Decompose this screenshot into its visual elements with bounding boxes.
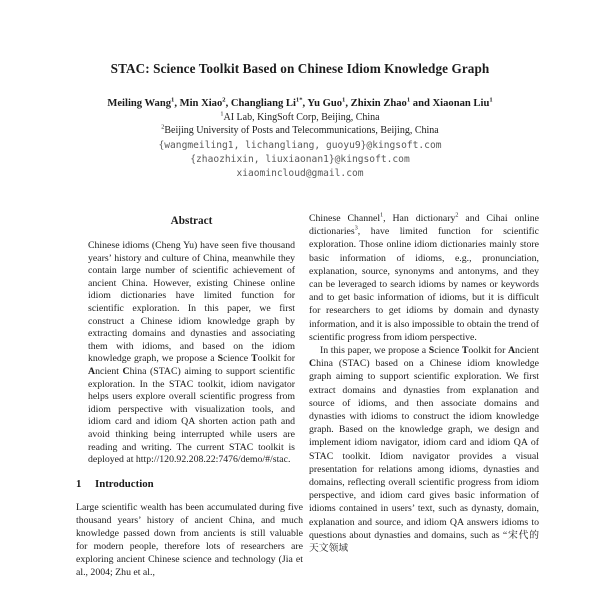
body-paragraph-1: Chinese Channel$^1$, Han dictionary$^2$ and Cihai online dictionaries$^3$, have limited function for scientific exploration. Those online idiom dictionaries mainly store basic information of idioms, e.g., pronunciation, explanation, source, synonyms and antonyms, and they can be leveraged to search idioms by names or keywords and to get basic information of idioms, but it is difficult for researchers to get idioms by domain and dynasty information, and it is also impossible to obtain the trend of scientific progress from idiom perspective. [309, 212, 539, 343]
paper-header [0, 61, 600, 181]
column-left [76, 212, 303, 579]
section-number: 1 [76, 477, 82, 490]
body-paragraph-2: In this paper, we propose a Science Toolkit for Ancient China (STAC) based on a Chinese idiom knowledge graph aiming to support scientific exploration. We first extract domains and dynasties from explanation and source of idioms, and then associate domains and dynasties with idioms to construct the idiom knowledge graph. Based on the knowledge graph, we design and implement idiom navigator, idiom card and idiom QA of STAC toolkit. Idiom navigator provides a visual presentation for relations among idioms, dynasties and domains, reflecting overall scientific progress from idiom perspective, and idiom card gives basic information of idioms contained in users’ text, such as dynasty, domain, explanation and source, and idiom QA answers idioms to questions about dynasties and domains, such as “宋代的天文领域 [309, 345, 539, 555]
introduction-paragraph: Large scientific wealth has been accumulated during five thousand years’ history of ancient China, and much knowledge passed down from ancients is still valuable for modern people, therefore lots of researchers are exploring ancient Chinese science and technology (Jia et al., 2004; Zhu et al., [76, 501, 303, 578]
affiliation-line-2: $^2$Beijing University of Posts and Telecommunications, Beijing, China [161, 123, 439, 137]
abstract-heading: Abstract [170, 215, 213, 227]
email-block [0, 139, 600, 180]
section-heading-introduction [76, 478, 303, 490]
abstract-paragraph: Chinese idioms (Cheng Yu) have seen five thousand years’ history and culture of China, meanwhile they contain large number of scientific achievement of ancient China. However, existing Chinese online idiom dictionaries have limited function for scientific exploration. In this paper, we first construct a Chinese idiom knowledge graph by extracting domains and dynasties and associating them with idioms, and based on the idiom knowledge graph, we propose a Science Toolkit for Ancient China (STAC) aiming to support scientific exploration. In the STAC toolkit, idiom navigator helps users explore overall scientific progress from idiom perspective with visualization tools, and idiom card and idiom QA shorten action path and avoid thinking being interrupted while users are reading and writing. The current STAC toolkit is deployed at http://120.92.208.22:7476/demo/#/stac. [88, 240, 296, 466]
abstract-section [76, 215, 303, 467]
email-line-1: {wangmeiling1, lichangliang, guoyu9}@kingsoft.com [158, 140, 442, 152]
paper-title: STAC: Science Toolkit Based on Chinese Idiom Knowledge Graph [110, 61, 490, 76]
affiliation-line-1: $^1$AI Lab, KingSoft Corp, Beijing, China [220, 110, 380, 123]
column-right [309, 212, 539, 555]
author-line: Meiling Wang$^1$, Min Xiao$^2$, Changliang $Li^{1*}$, Yu Guo$^1$, Zhixin Zhao$^1$ and Xiaonan Liu$^1$ [107, 96, 493, 109]
email-line-2: {zhaozhixin, liuxiaonan1}@kingsoft.com [190, 154, 410, 166]
email-line-3: xiaomincloud@gmail.com [236, 168, 364, 179]
section-title: Introduction [95, 477, 154, 490]
